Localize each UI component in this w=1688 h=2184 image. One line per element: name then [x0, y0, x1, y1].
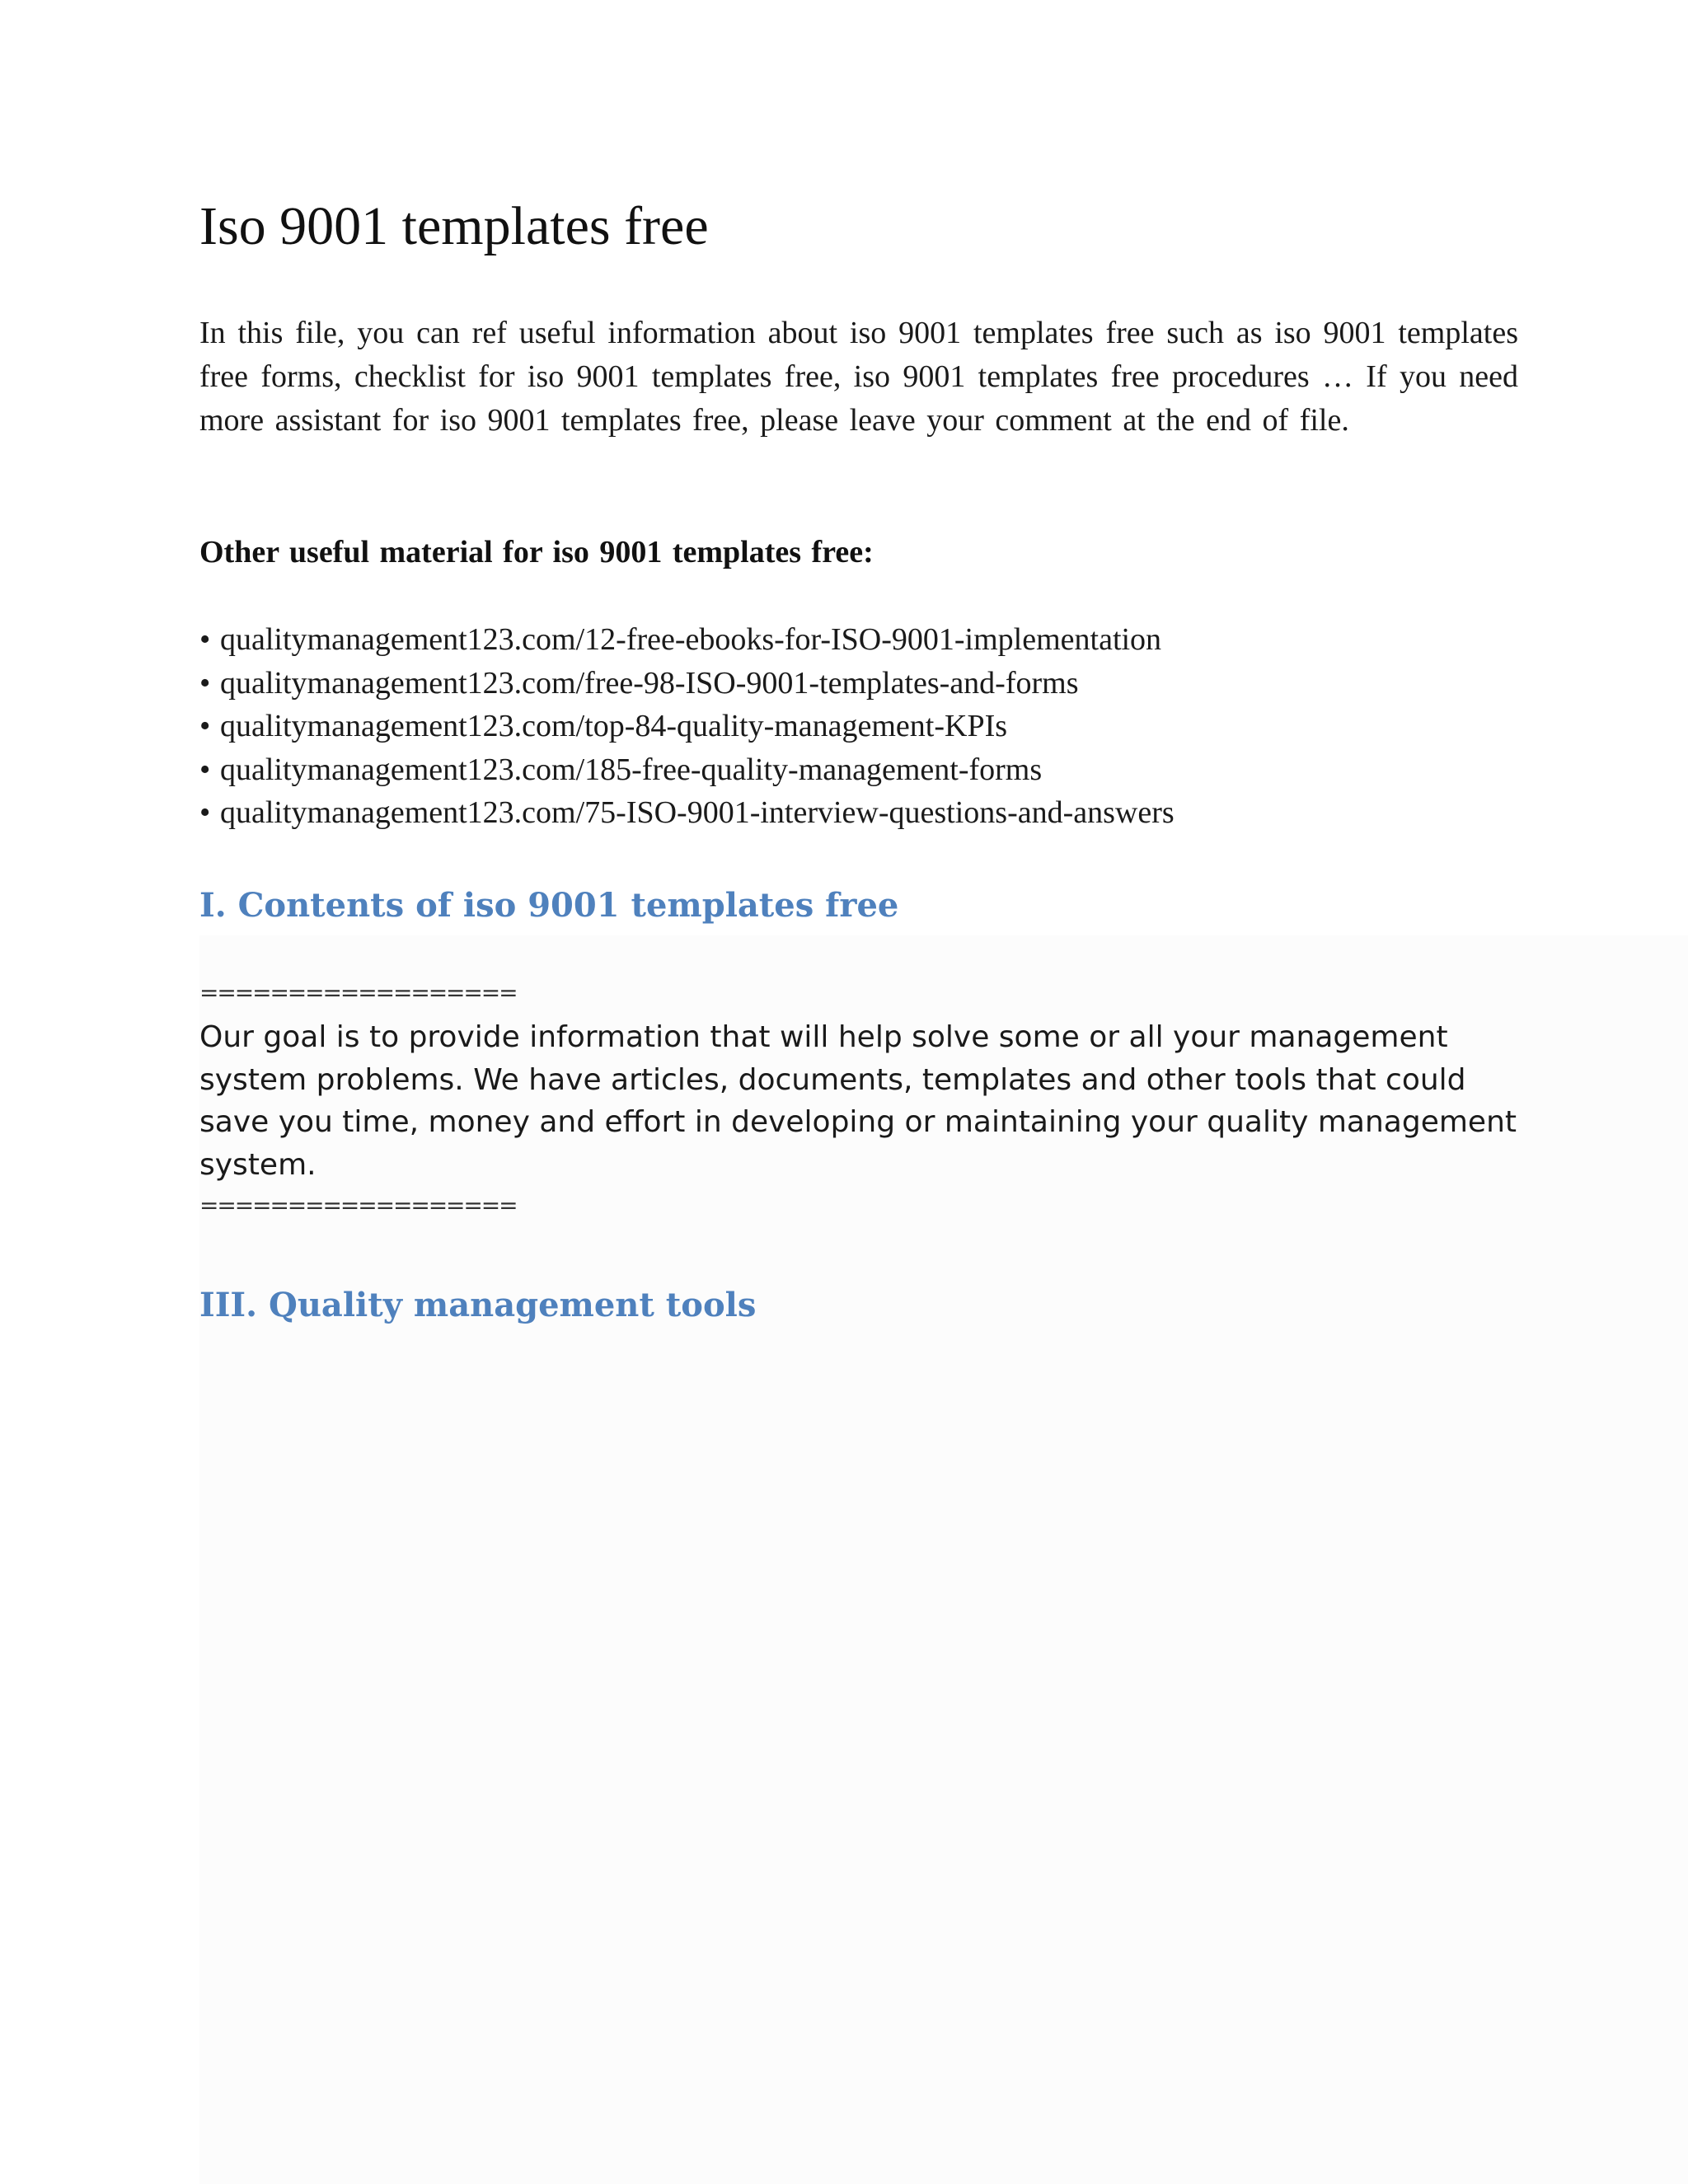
- section-heading-tools: III. Quality management tools: [199, 1286, 757, 1324]
- other-material-heading: Other useful material for iso 9001 templates free:: [199, 535, 874, 569]
- resource-link[interactable]: qualitymanagement123.com/12-free-ebooks-for-ISO-9001-implementation: [220, 622, 1162, 657]
- bullet-icon: •: [199, 752, 211, 787]
- resource-link[interactable]: qualitymanagement123.com/185-free-quality-management-forms: [220, 752, 1043, 787]
- divider-top: ==================: [199, 979, 517, 1006]
- list-item[interactable]: [199, 705, 1175, 748]
- section-heading-contents: I. Contents of iso 9001 templates free: [199, 886, 899, 925]
- bullet-icon: •: [199, 665, 211, 701]
- divider-bottom: ==================: [199, 1192, 517, 1219]
- intro-paragraph: In this file, you can ref useful information about iso 9001 templates free such as iso 9001 templates free forms, checklist for iso 9001 templates free, iso 9001 templates free procedures … If you need more assistant for iso 9001 templates free, please leave your comment at the end of file.: [199, 316, 1518, 438]
- bullet-icon: •: [199, 622, 211, 657]
- list-item[interactable]: [199, 791, 1175, 835]
- resource-link[interactable]: qualitymanagement123.com/top-84-quality-management-KPIs: [220, 709, 1008, 743]
- list-item[interactable]: [199, 662, 1175, 705]
- bullet-icon: •: [199, 795, 211, 830]
- list-item[interactable]: [199, 618, 1175, 662]
- document-title: Iso 9001 templates free: [199, 196, 709, 256]
- bullet-icon: •: [199, 709, 211, 743]
- resource-link[interactable]: qualitymanagement123.com/free-98-ISO-9001-templates-and-forms: [220, 665, 1079, 701]
- resource-link-list: [199, 618, 1175, 835]
- resource-link[interactable]: qualitymanagement123.com/75-ISO-9001-interview-questions-and-answers: [220, 795, 1175, 830]
- goal-paragraph: Our goal is to provide information that will help solve some or all your management system problems. We have articles, documents, templates and other tools that could save you time, money and effort in developing or maintaining your quality management system.: [199, 1020, 1517, 1182]
- list-item[interactable]: [199, 748, 1175, 792]
